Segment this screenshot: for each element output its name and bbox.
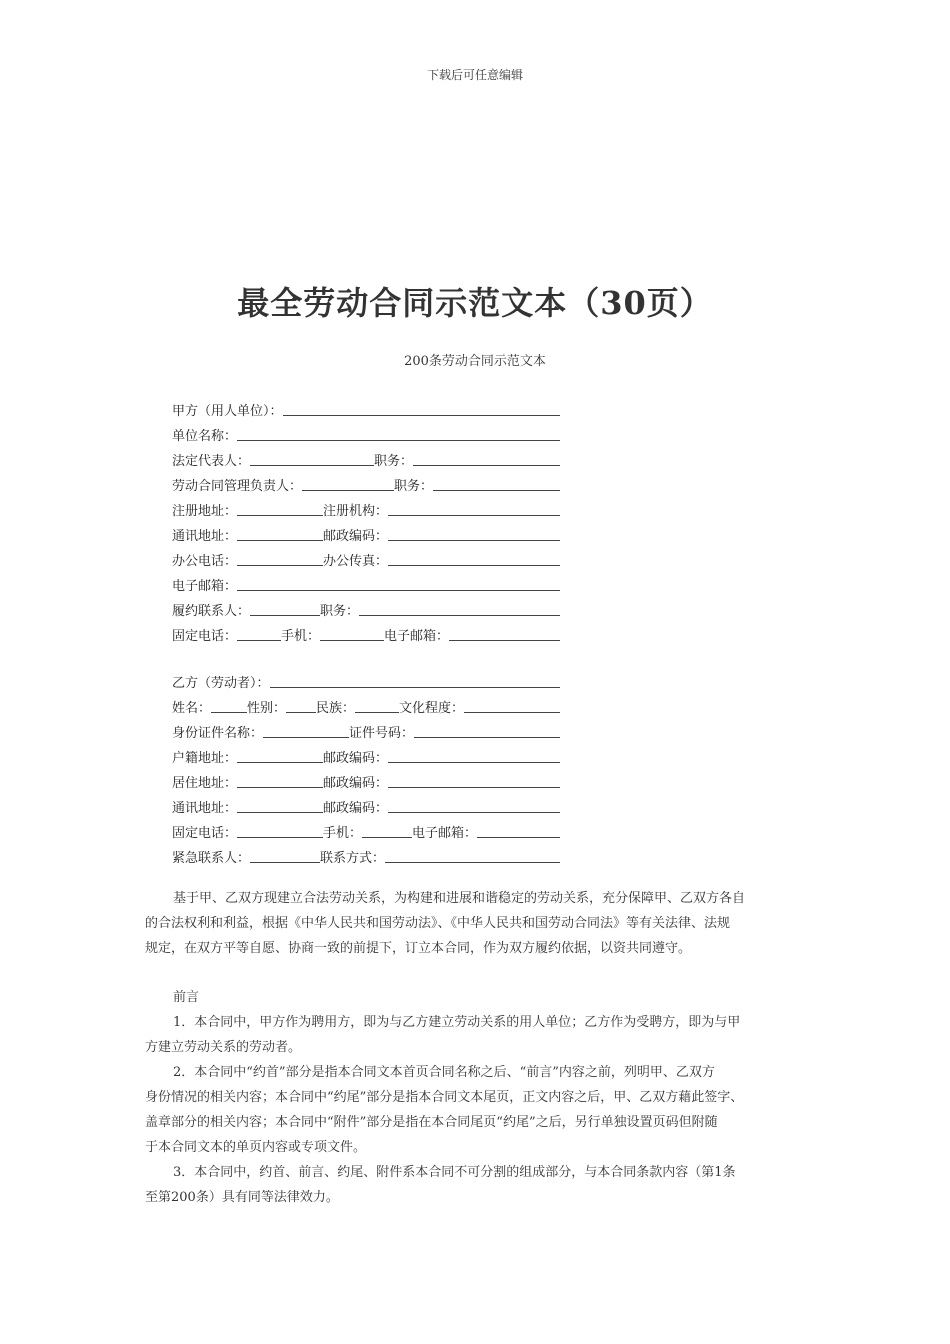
b-phone-line [172, 816, 560, 841]
contact-blank[interactable] [250, 601, 320, 616]
contact-label: 履约联系人： [172, 604, 251, 619]
id-line [172, 716, 560, 741]
ethnicity-label: 民族： [316, 701, 356, 716]
household-line [172, 741, 560, 766]
preface-p1-line: 1．本合同中，甲方作为聘用方，即为与乙方建立劳动关系的用人单位；乙方作为受聘方，即为与甲 [173, 1015, 741, 1030]
contact-post-blank[interactable] [359, 601, 560, 616]
residence-label: 居住地址： [172, 776, 238, 791]
email-blank[interactable] [237, 576, 560, 591]
mobile-blank[interactable] [320, 626, 384, 641]
name-label: 姓名： [172, 701, 212, 716]
intro-line: 基于甲、乙双方现建立合法劳动关系，为构建和进展和谐稳定的劳动关系，充分保障甲、乙双方各自 [173, 891, 746, 906]
email2-label: 电子邮箱： [384, 629, 450, 644]
preface-p1-line: 方建立劳动关系的劳动者。 [145, 1040, 302, 1055]
email2-blank[interactable] [449, 626, 560, 641]
b-email-label: 电子邮箱： [412, 826, 478, 841]
b-mail-address-label: 通讯地址： [172, 801, 238, 816]
b-mail-line [172, 791, 560, 816]
b-email-blank[interactable] [477, 823, 560, 838]
party-b-form [172, 666, 560, 866]
legal-rep-line [172, 444, 560, 469]
preface-p2-line: 身份情况的相关内容；本合同中“约尾”部分是指本合同文本尾页，正文内容之后，甲、乙双方藉此签字、 [145, 1090, 744, 1105]
party-b-blank[interactable] [270, 673, 560, 688]
b-mail-postcode-blank[interactable] [388, 798, 560, 813]
email-label: 电子邮箱： [172, 579, 238, 594]
office-fax-blank[interactable] [388, 551, 560, 566]
id-number-label: 证件号码： [349, 726, 415, 741]
household-address-label: 户籍地址： [172, 751, 238, 766]
preface-p2-line: 于本合同文本的单页内容或专项文件。 [145, 1140, 367, 1155]
mobile-label: 手机： [281, 629, 321, 644]
manager-blank[interactable] [302, 476, 394, 491]
id-type-label: 身份证件名称： [172, 726, 264, 741]
reg-authority-blank[interactable] [388, 501, 560, 516]
post-label: 职务： [374, 454, 414, 469]
preface-p3-line: 至第200条）具有同等法律效力。 [145, 1190, 339, 1205]
preface-p2-line: 2．本合同中“约首”部分是指本合同文本首页合同名称之后、“前言”内容之前，列明甲、乙双方 [173, 1065, 715, 1080]
education-label: 文化程度： [399, 701, 465, 716]
manager-label: 劳动合同管理负责人： [172, 479, 303, 494]
fixed-phone-blank[interactable] [237, 626, 281, 641]
gender-label: 性别： [247, 701, 287, 716]
b-fixed-phone-blank[interactable] [237, 823, 323, 838]
office-phone-blank[interactable] [237, 551, 323, 566]
emergency-blank[interactable] [250, 848, 320, 863]
document-title: 最全劳动合同示范文本（30页） [237, 284, 713, 322]
residence-blank[interactable] [237, 773, 323, 788]
intro-line: 的合法权利和利益，根据《中华人民共和国劳动法》、《中华人民共和国劳动合同法》等有关法律、法规 [145, 916, 731, 931]
residence-line [172, 766, 560, 791]
b-mobile-blank[interactable] [362, 823, 412, 838]
email-line [172, 569, 560, 594]
education-blank[interactable] [464, 698, 560, 713]
preface-heading: 前言 [173, 990, 200, 1005]
intro-paragraph [145, 886, 807, 961]
unit-name-line [172, 419, 560, 444]
unit-name-blank[interactable] [237, 426, 560, 441]
contact-line [172, 594, 560, 619]
office-phone-line [172, 544, 560, 569]
party-a-heading-line [172, 394, 560, 419]
b-mail-postcode-label: 邮政编码： [323, 801, 389, 816]
name-blank[interactable] [211, 698, 247, 713]
document-subtitle: 200条劳动合同示范文本 [404, 354, 546, 369]
personal-info-line [172, 691, 560, 716]
preface-p2-line: 盖章部分的相关内容；本合同中“附件”部分是指在本合同尾页“约尾”之后，另行单独设置页码但附随 [145, 1115, 718, 1130]
postcode-blank[interactable] [388, 526, 560, 541]
contact-method-blank[interactable] [385, 848, 560, 863]
party-b-heading-line [172, 666, 560, 691]
household-postcode-label: 邮政编码： [323, 751, 389, 766]
party-a-form [172, 394, 560, 644]
reg-authority-label: 注册机构： [323, 504, 389, 519]
party-b-heading: 乙方（劳动者）： [172, 676, 270, 691]
office-phone-label: 办公电话： [172, 554, 238, 569]
emergency-label: 紧急联系人： [172, 851, 251, 866]
residence-postcode-blank[interactable] [388, 773, 560, 788]
manager-line [172, 469, 560, 494]
household-address-blank[interactable] [237, 748, 323, 763]
contact-method-label: 联系方式： [320, 851, 386, 866]
intro-line: 规定，在双方平等自愿、协商一致的前提下，订立本合同，作为双方履约依据，以资共同遵守。 [145, 941, 692, 956]
gender-blank[interactable] [286, 698, 316, 713]
emergency-line [172, 841, 560, 866]
ethnicity-blank[interactable] [355, 698, 399, 713]
b-mail-address-blank[interactable] [237, 798, 323, 813]
b-mobile-label: 手机： [323, 826, 363, 841]
reg-address-blank[interactable] [237, 501, 323, 516]
preface-section [145, 985, 807, 1210]
unit-name-label: 单位名称： [172, 429, 238, 444]
mail-address-line [172, 519, 560, 544]
preface-p3-line: 3．本合同中，约首、前言、约尾、附件系本合同不可分割的组成部分，与本合同条款内容（第1条 [173, 1165, 736, 1180]
mail-address-label: 通讯地址： [172, 529, 238, 544]
contact-post-label: 职务： [320, 604, 360, 619]
party-a-heading: 甲方（用人单位）： [172, 404, 283, 419]
manager-post-blank[interactable] [433, 476, 560, 491]
residence-postcode-label: 邮政编码： [323, 776, 389, 791]
postcode-label: 邮政编码： [323, 529, 389, 544]
mail-address-blank[interactable] [237, 526, 323, 541]
b-fixed-phone-label: 固定电话： [172, 826, 238, 841]
id-number-blank[interactable] [414, 723, 560, 738]
manager-post-label: 职务： [394, 479, 434, 494]
page-header-note: 下载后可任意编辑 [426, 68, 523, 82]
office-fax-label: 办公传真： [323, 554, 389, 569]
household-postcode-blank[interactable] [388, 748, 560, 763]
legal-rep-label: 法定代表人： [172, 454, 251, 469]
fixed-phone-line [172, 619, 560, 644]
reg-address-line [172, 494, 560, 519]
id-type-blank[interactable] [263, 723, 349, 738]
party-a-blank[interactable] [283, 401, 560, 416]
fixed-phone-label: 固定电话： [172, 629, 238, 644]
post-blank[interactable] [413, 451, 560, 466]
legal-rep-blank[interactable] [250, 451, 374, 466]
reg-address-label: 注册地址： [172, 504, 238, 519]
